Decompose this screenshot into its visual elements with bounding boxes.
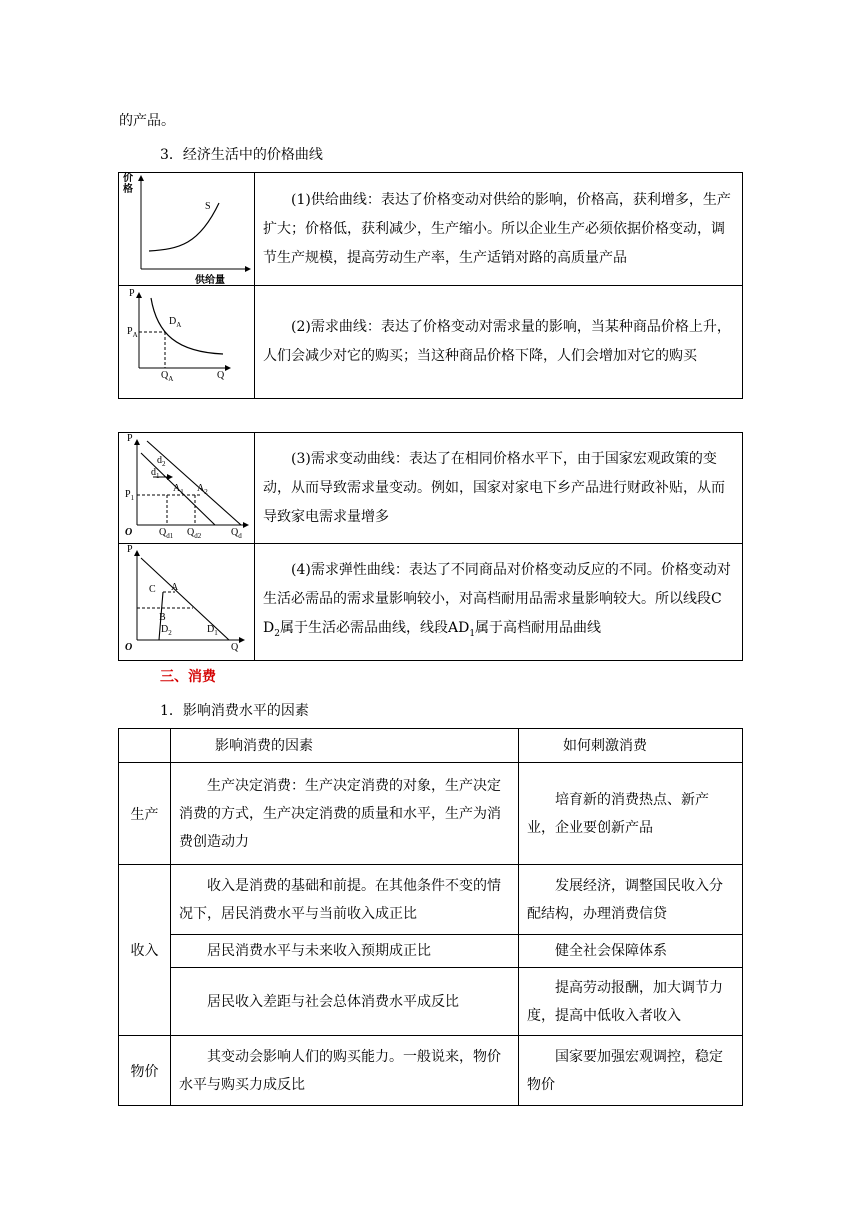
row-label-price: 物价 (119, 1036, 171, 1106)
supply-x-label: 供给量 (195, 275, 225, 286)
shift-a1-label: $A_1$ (173, 483, 184, 496)
demand-line-d2 (147, 441, 241, 525)
elasticity-graph-cell (119, 544, 255, 661)
elasticity-b-label: B (159, 612, 166, 623)
elasticity-a-label: A (171, 582, 179, 593)
price-curve-table-1 (118, 172, 743, 399)
income-factor-3: 居民收入差距与社会总体消费水平成反比 (171, 968, 519, 1036)
production-factor: 生产决定消费：生产决定消费的对象，生产决定消费的方式，生产决定消费的质量和水平，生产为消费创造动力 (171, 763, 519, 865)
shift-d1-label: $d_1$ (151, 467, 160, 480)
table-header-row (119, 729, 743, 763)
row-label-production: 生产 (119, 763, 171, 865)
demand-curve-text: (2)需求曲线：表达了价格变动对需求量的影响，当某种商品价格上升，人们会减少对它的购买；当这种商品价格下降，人们会增加对它的购买 (255, 286, 743, 399)
section-three-heading: 三、消费 (160, 669, 216, 685)
consumption-factors-table (118, 728, 743, 1106)
shift-qd1-label: $Q_{d1}$ (159, 527, 174, 540)
elasticity-origin-label: O (125, 642, 133, 653)
header-empty-cell (119, 729, 171, 763)
demand-x-label: Q (217, 370, 225, 381)
supply-curve-label: S (205, 201, 211, 212)
demand-curve-graph-cell (119, 286, 255, 399)
shift-d2-label: $d_2$ (157, 455, 166, 468)
price-measure: 国家要加强宏观调控，稳定物价 (519, 1036, 743, 1106)
shift-origin-label: O (125, 527, 133, 538)
supply-curve-text: (1)供给曲线：表达了价格变动对供给的影响，价格高，获利增多，生产扩大；价格低，获利减少，生产缩小。所以企业生产必须依据价格变动，调节生产规模，提高劳动生产率，生产适销对路的高质量产品 (255, 173, 743, 286)
income-factor-1: 收入是消费的基础和前提。在其他条件不变的情况下，居民消费水平与当前收入成正比 (171, 865, 519, 935)
header-factor: 影响消费的因素 (171, 729, 519, 763)
demand-curve-line (151, 298, 223, 354)
price-factor: 其变动会影响人们的购买能力。一般说来，物价水平与购买力成反比 (171, 1036, 519, 1106)
row-label-income: 收入 (119, 865, 171, 1036)
shift-a2-label: $A_2$ (197, 483, 208, 496)
supply-curve-graph-cell (119, 173, 255, 286)
elasticity-text: (4)需求弹性曲线：表达了不同商品对价格变动反应的不同。价格变动对生活必需品的需求量影响较小，对高档耐用品需求量影响较大。所以线段$CD_2$属于生活必需品曲线，线段$AD_1$属于高档耐用品曲线 (255, 544, 743, 661)
table-row (119, 865, 743, 935)
intro-tail-text: 的产品。 (119, 113, 175, 129)
supply-curve-graph (119, 173, 255, 285)
demand-y-label: P (129, 288, 135, 299)
shift-p1-label: $P_1$ (125, 489, 135, 502)
demand-shift-graph-cell (119, 433, 255, 544)
table-row (119, 968, 743, 1036)
supply-y-label: 价格 (123, 173, 133, 195)
shift-y-label: P (127, 433, 133, 444)
demand-shift-text: (3)需求变动曲线：表达了在相同价格水平下，由于国家宏观政策的变动，从而导致需求量变动。例如，国家对家电下乡产品进行财政补贴，从而导致家电需求量增多 (255, 433, 743, 544)
income-measure-3: 提高劳动报酬，加大调节力度，提高中低收入者收入 (519, 968, 743, 1036)
heading-price-curves: 3．经济生活中的价格曲线 (160, 147, 323, 163)
table-row (119, 1036, 743, 1106)
income-measure-2: 健全社会保障体系 (519, 935, 743, 968)
demand-da-label: $D_A$ (169, 316, 182, 329)
elasticity-x-label: Q (231, 642, 239, 653)
demand-qa-label: $Q_A$ (161, 370, 174, 383)
demand-curve-graph (119, 286, 255, 398)
elasticity-d2-label: $D_2$ (161, 624, 172, 637)
production-measure: 培育新的消费热点、新产业，企业要创新产品 (519, 763, 743, 865)
elasticity-d1-label: $D_1$ (207, 624, 218, 637)
shift-qd2-label: $Q_{d2}$ (187, 527, 202, 540)
shift-qd-label: $Q_d$ (231, 527, 242, 540)
elasticity-y-label: P (127, 544, 133, 555)
income-factor-2: 居民消费水平与未来收入预期成正比 (171, 935, 519, 968)
elasticity-c-label: C (149, 584, 156, 595)
table-row (119, 935, 743, 968)
income-measure-1: 发展经济，调整国民收入分配结构，办理消费信贷 (519, 865, 743, 935)
header-measure: 如何刺激消费 (519, 729, 743, 763)
heading-consumption-factors: 1．影响消费水平的因素 (160, 703, 309, 719)
price-curve-table-2 (118, 432, 743, 661)
demand-pa-label: $P_A$ (127, 326, 138, 339)
table-row (119, 763, 743, 865)
